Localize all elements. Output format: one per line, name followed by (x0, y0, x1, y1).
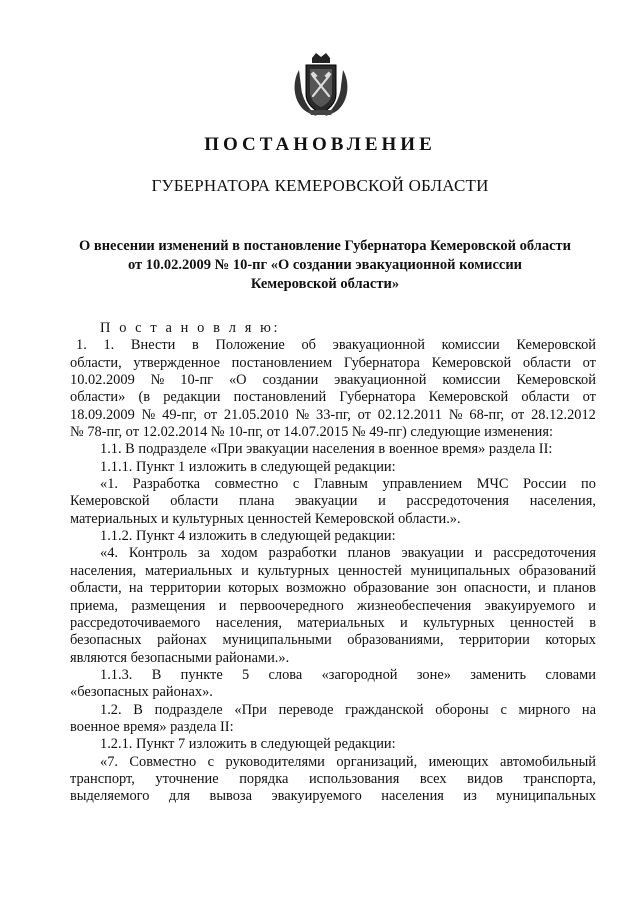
word: 5 (242, 666, 250, 683)
word: 10-пг (180, 372, 214, 389)
word: (в (138, 389, 151, 406)
word: ценностей (337, 562, 402, 579)
word: постановлений (233, 389, 327, 406)
word: зон (436, 580, 457, 597)
word: от (357, 406, 371, 423)
word: Кемеровской (428, 389, 509, 406)
word: автомобильный (499, 753, 596, 770)
word: 02.12.2011 (377, 406, 442, 423)
word: 1. (76, 337, 87, 354)
word: Губернатора (343, 354, 420, 371)
word: комиссии (442, 372, 501, 389)
word: Положение (215, 337, 285, 354)
word: 49-пг, (162, 406, 197, 423)
word: безопасных (70, 632, 142, 649)
word: культурных (257, 562, 330, 579)
word: переводе (278, 701, 334, 718)
document-subtitle: ГУБЕРНАТОРА КЕМЕРОВСКОЙ ОБЛАСТИ (151, 176, 489, 195)
word: редакции (163, 389, 221, 406)
word: транспорта, (523, 770, 596, 787)
word: ценностей (510, 614, 574, 631)
word: возможно (285, 580, 347, 597)
word: области» (70, 389, 126, 406)
word: эвакуационной (332, 337, 425, 354)
word: 28.12.2012 (531, 406, 596, 423)
body-line: являются безопасными районами.». (70, 649, 290, 666)
body-line: материальных и культурных ценностей Кемеровской области.». (70, 510, 461, 527)
word: приема, (70, 597, 118, 614)
word: муниципальными (222, 632, 332, 649)
word: постановлением (231, 354, 333, 371)
word: территории (150, 580, 221, 597)
word: на (128, 580, 144, 597)
word: Разработка (132, 476, 201, 493)
body-line (70, 563, 596, 580)
word: от (203, 406, 218, 423)
word: разработки (268, 545, 337, 562)
word: которых (228, 580, 279, 597)
body-line: 1.1.1. Пункт 1 изложить в следующей редакции: (100, 458, 396, 475)
word: организаций, (336, 753, 418, 770)
word: об (301, 337, 316, 354)
word: области (522, 354, 571, 371)
word: с (292, 476, 300, 493)
heading-line: О внесении изменений в постановление Губернатора Кемеровской области (78, 238, 572, 254)
word: вывоза (209, 788, 252, 805)
word: Губернатора (339, 389, 416, 406)
word: утвержденное (133, 354, 220, 371)
word: области, (70, 354, 122, 371)
word: муниципальных (496, 788, 596, 805)
word: комиссии (441, 337, 500, 354)
word: и (538, 580, 546, 597)
body-line (70, 372, 596, 389)
word: создании (262, 372, 319, 389)
body-line: П о с т а н о в л я ю: (100, 320, 281, 336)
word: районах (157, 632, 207, 649)
word: планов (347, 545, 391, 562)
body-line (70, 407, 596, 424)
word: от (582, 389, 596, 406)
word: № (295, 406, 310, 423)
word: муниципальных (410, 562, 511, 579)
heading-line: Кемеровской области» (250, 276, 400, 292)
word: 1. (103, 337, 115, 354)
body-line (70, 355, 596, 372)
word: всех (419, 770, 447, 787)
word: на (581, 701, 596, 718)
body-line: «безопасных районах». (70, 684, 213, 701)
word: образование (353, 580, 430, 597)
word: эвакуационной (334, 372, 427, 389)
word: подразделе (154, 701, 223, 718)
word: использования (308, 770, 400, 787)
word: рассредоточения (406, 493, 510, 510)
word: № (448, 406, 463, 423)
word: Главным (313, 476, 368, 493)
body-line (70, 632, 596, 649)
body-line (70, 337, 596, 354)
word: населения (381, 788, 444, 805)
word: опасности, (463, 580, 531, 597)
word: имеющих (428, 753, 489, 770)
word: Кемеровской (431, 354, 512, 371)
word: Контроль (128, 545, 188, 562)
word: 1.2. (100, 701, 122, 718)
word: первоочередного (239, 597, 344, 614)
body-line (70, 754, 596, 771)
word: образований (518, 562, 596, 579)
body-line: 1.1. В подразделе «При эвакуации населения в военное время» раздела II: (100, 441, 553, 458)
body-line (70, 389, 596, 406)
word: и (378, 493, 386, 510)
document-title: ПОСТАНОВЛЕНИЕ (204, 134, 436, 155)
word: по (581, 476, 596, 493)
word: России (523, 476, 567, 493)
word: и (400, 614, 408, 631)
word: гражданской (345, 701, 424, 718)
word: от (510, 406, 525, 423)
word: населения, (529, 493, 596, 510)
body-line (70, 545, 596, 562)
word: области, (70, 580, 122, 597)
word: населения, (70, 562, 137, 579)
word: в (192, 337, 199, 354)
word: видов (467, 770, 503, 787)
word: 1.1.3. (100, 666, 133, 683)
word: «7. (100, 753, 118, 770)
body-line (70, 788, 596, 805)
word: пункте (180, 666, 223, 683)
word: рассредоточиваемого (70, 614, 201, 631)
word: Совместно (129, 753, 197, 770)
word: 33-пг, (316, 406, 351, 423)
word: «загородной (321, 666, 398, 683)
word: 10.02.2009 (70, 372, 135, 389)
word: размещения (131, 597, 206, 614)
word: слова (268, 666, 303, 683)
word: материальных (144, 562, 233, 579)
word: эвакуации (401, 545, 464, 562)
word: для (168, 788, 191, 805)
word: мирного (518, 701, 571, 718)
heading-line: от 10.02.2009 № 10-пг «О создании эвакуационной комиссии (127, 257, 523, 273)
word: заменить (470, 666, 527, 683)
body-line (70, 493, 596, 510)
word: материальных (297, 614, 385, 631)
body-line (70, 580, 596, 597)
word: зоне» (416, 666, 451, 683)
word: Внести (130, 337, 176, 354)
word: МЧС (476, 476, 509, 493)
body-line (70, 476, 596, 493)
word: ходом (220, 545, 258, 562)
word: Кемеровской (70, 493, 150, 510)
word: с (500, 701, 507, 718)
word: в (589, 614, 596, 631)
coat-of-arms-icon (290, 52, 352, 118)
word: культурных (423, 614, 495, 631)
word: «О (228, 372, 247, 389)
resolution-body (70, 320, 596, 806)
word: области (170, 493, 219, 510)
resolution-heading (60, 237, 590, 294)
body-line: военное время» раздела II: (70, 718, 234, 735)
word: № (141, 406, 156, 423)
word: плана (238, 493, 275, 510)
word: и (218, 597, 227, 614)
word: населения, (215, 614, 282, 631)
word: «При (234, 701, 267, 718)
word: из (463, 788, 477, 805)
word: словами (545, 666, 596, 683)
word: порядка (239, 770, 289, 787)
word: «4. (100, 545, 118, 562)
body-line (70, 667, 596, 684)
word: совместно (214, 476, 279, 493)
word: № (150, 372, 165, 389)
word: которых (545, 632, 596, 649)
word: транспорт, (70, 770, 135, 787)
word: руководителями (225, 753, 325, 770)
body-line: 1.2.1. Пункт 7 изложить в следующей редакции: (100, 736, 396, 753)
word: жизнеобеспечения (357, 597, 472, 614)
word: Кемеровской (516, 372, 596, 389)
body-line: № 78-пг, от 12.02.2014 № 10-пг, от 14.07.2015 № 49-пг) следующие изменения: (70, 424, 553, 441)
word: В (151, 666, 162, 683)
word: управлением (382, 476, 463, 493)
word: с (207, 753, 215, 770)
word: эвакуируемого (484, 597, 575, 614)
body-line: 1.1.2. Пункт 4 изложить в следующей редакции: (100, 528, 396, 545)
word: территории (459, 632, 530, 649)
word: эвакуации (294, 493, 358, 510)
word: В (133, 701, 143, 718)
word: области (521, 389, 570, 406)
body-line (70, 702, 596, 719)
word: Кемеровской (516, 337, 596, 354)
body-line (70, 771, 596, 788)
word: от (582, 354, 596, 371)
word: 68-пг, (469, 406, 505, 423)
word: эвакуируемого (271, 788, 362, 805)
body-line (70, 598, 596, 615)
body-line (70, 615, 596, 632)
word: и (241, 562, 249, 579)
word: планов (553, 580, 596, 597)
word: образованиями, (347, 632, 444, 649)
word: и (588, 597, 596, 614)
word: рассредоточения (493, 545, 596, 562)
word: обороны (435, 701, 489, 718)
word: «1. (100, 476, 118, 493)
word: уточнение (155, 770, 219, 787)
word: 21.05.2010 (223, 406, 289, 423)
word: 18.09.2009 (70, 406, 135, 423)
word: выделяемого (70, 788, 150, 805)
word: за (197, 545, 211, 562)
word: и (474, 545, 483, 562)
